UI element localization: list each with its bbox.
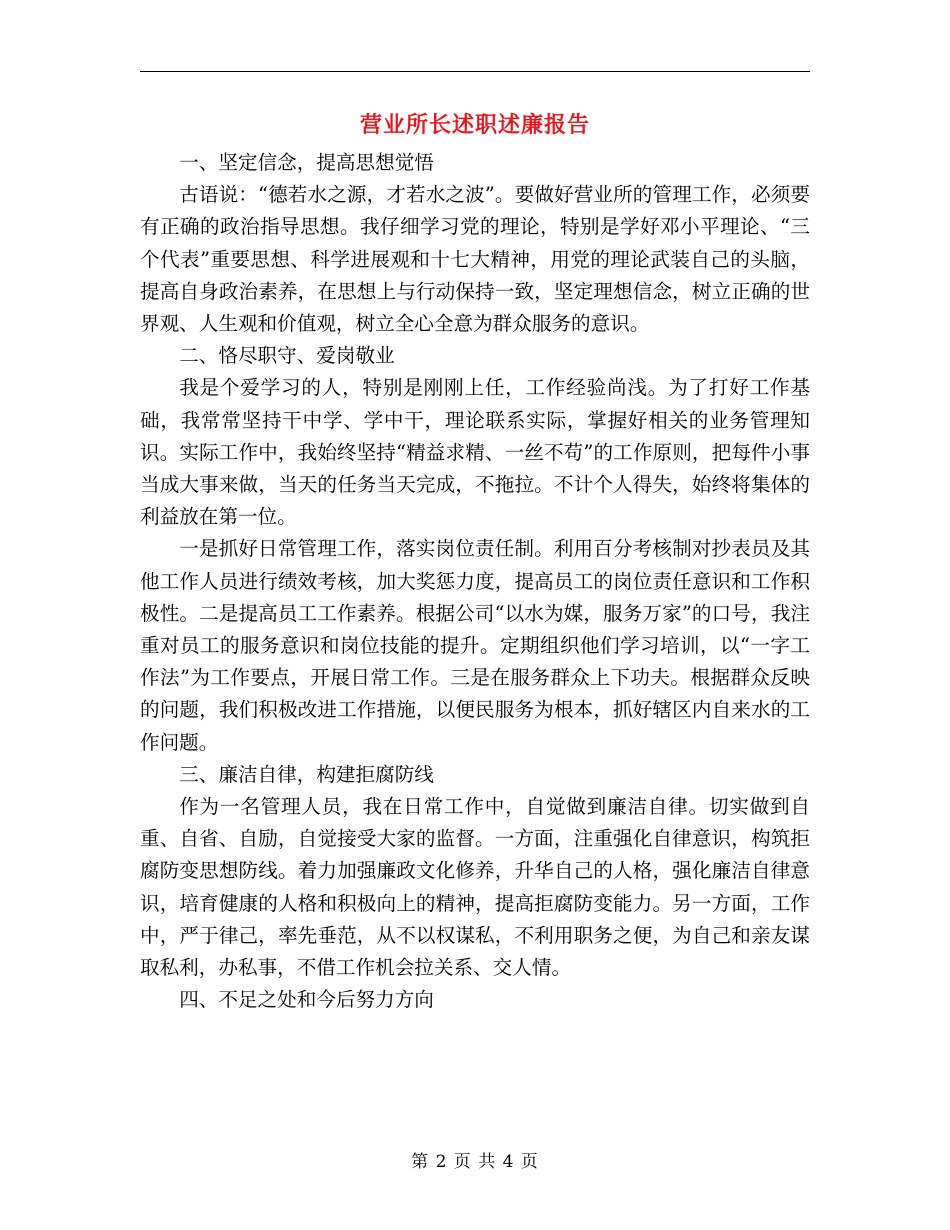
document-body [140, 147, 810, 1016]
paragraph-4: 作为一名管理人员，我在日常工作中，自觉做到廉洁自律。切实做到自重、自省、自励，自觉接受大家的监督。一方面，注重强化自律意识，构筑拒腐防变思想防线。着力加强廉政文化修养，升华自己的人格，强化廉洁自律意识，培育健康的人格和积极向上的精神，提高拒腐防变能力。另一方面，工作中，严于律己，率先垂范，从不以权谋私，不利用职务之便，为自己和亲友谋取私利，办私事，不借工作机会拉关系、交人情。 [140, 795, 810, 980]
page-title: 营业所长述职述廉报告 [359, 112, 590, 138]
header-rule [140, 71, 810, 72]
section-heading-4: 四、不足之处和今后努力方向 [179, 988, 434, 1012]
section-heading-3: 三、廉洁自律，构建拒腐防线 [179, 762, 434, 786]
section-heading-1: 一、坚定信念，提高思想觉悟 [179, 151, 434, 174]
section-heading-2: 二、恪尽职守、爱岗敬业 [179, 344, 395, 368]
paragraph-2: 我是个爱学习的人，特别是刚刚上任，工作经验尚浅。为了打好工作基础，我常常坚持干中学、学中干，理论联系实际，掌握好相关的业务管理知识。实际工作中，我始终坚持“精益求精、一丝不苟”的工作原则，把每件小事当成大事来做，当天的任务当天完成，不拖拉。不计个人得失，始终将集体的利益放在第一位。 [140, 376, 810, 529]
paragraph-3: 一是抓好日常管理工作，落实岗位责任制。利用百分考核制对抄表员及其他工作人员进行绩效考核，加大奖惩力度，提高员工的岗位责任意识和工作积极性。二是提高员工工作素养。根据公司“以水为媒，服务万家”的口号，我注重对员工的服务意识和岗位技能的提升。定期组织他们学习培训，以“一字工作法”为工作要点，开展日常工作。三是在服务群众上下功夫。根据群众反映的问题，我们积极改进工作措施，以便民服务为根本，抓好辖区内自来水的工作问题。 [140, 537, 810, 754]
paragraph-1: 古语说：“德若水之源，才若水之波”。要做好营业所的管理工作，必须要有正确的政治指导思想。我仔细学习党的理论，特别是学好邓小平理论、“三个代表”重要思想、科学进展观和十七大精神，用党的理论武装自己的头脑，提高自身政治素养，在思想上与行动保持一致，坚定理想信念，树立正确的世界观、人生观和价值观，树立全心全意为群众服务的意识。 [140, 183, 810, 336]
page-footer: 第 2 页 共 4 页 [411, 1152, 539, 1172]
